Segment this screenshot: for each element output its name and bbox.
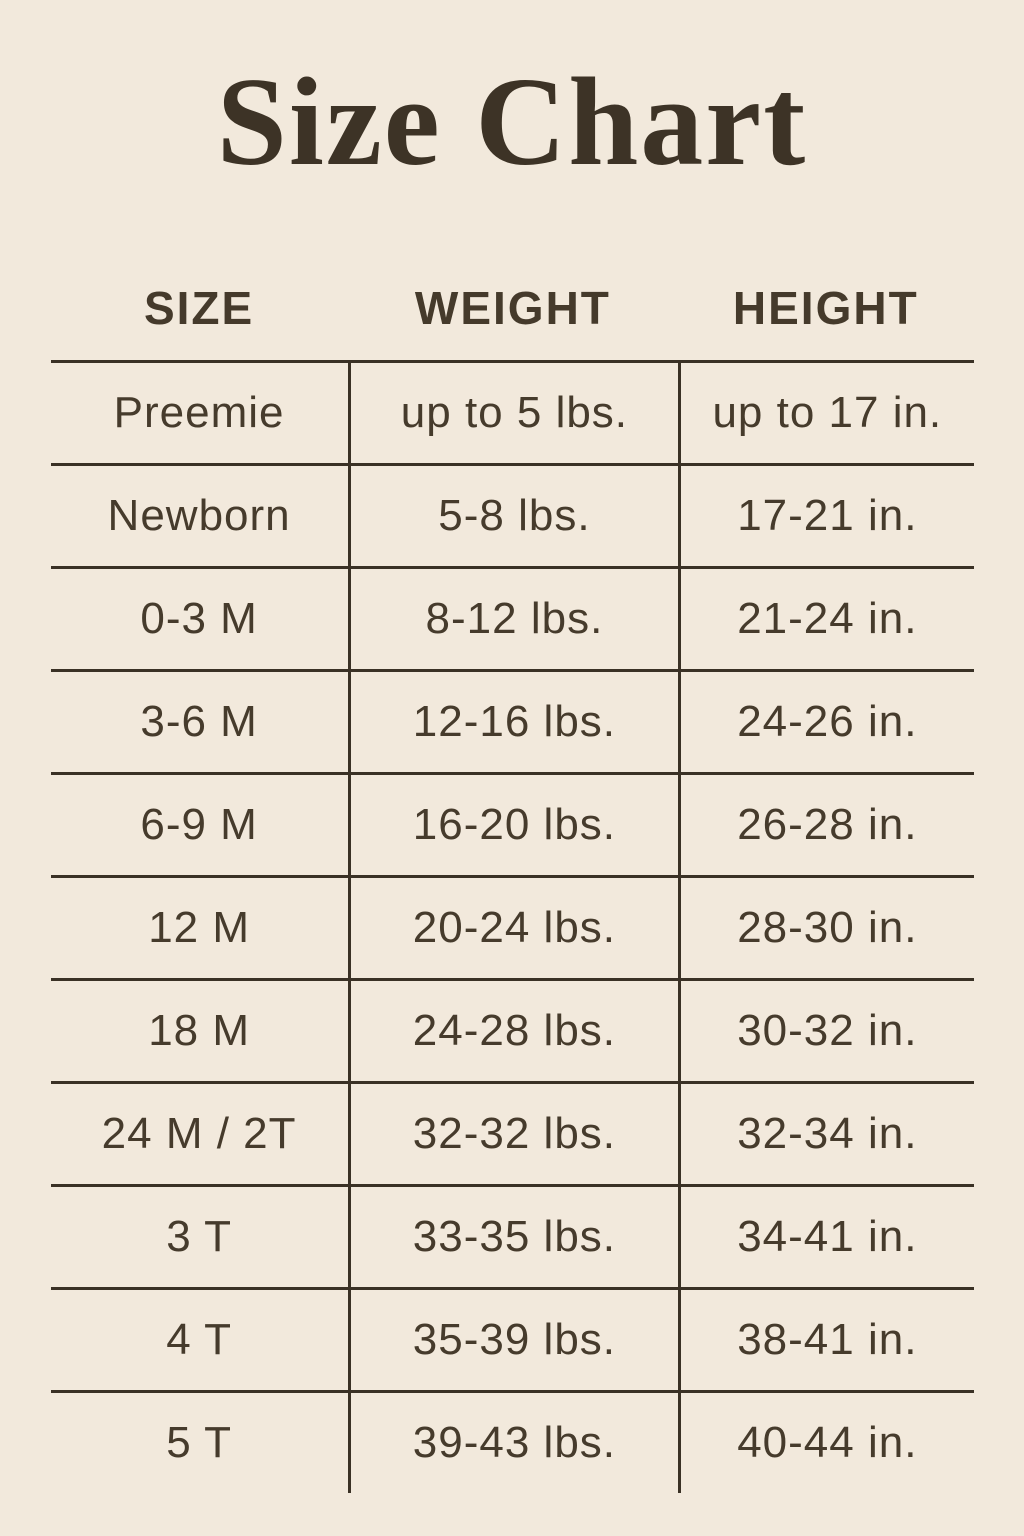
- weight-cell: 35-39 lbs.: [348, 1290, 678, 1390]
- height-cell: 26-28 in.: [678, 775, 973, 875]
- size-cell: 12 M: [148, 903, 251, 953]
- table-row: [51, 978, 974, 1081]
- height-cell: up to 17 in.: [678, 363, 973, 463]
- table-row: [51, 1287, 974, 1390]
- table-header-row: [51, 256, 974, 360]
- table-row: [51, 875, 974, 978]
- weight-cell: 8-12 lbs.: [348, 569, 678, 669]
- table-row: [51, 669, 974, 772]
- size-cell: 6-9 M: [140, 800, 258, 850]
- column-header-weight: WEIGHT: [414, 282, 611, 335]
- weight-cell: 20-24 lbs.: [348, 878, 678, 978]
- table-row: [51, 566, 974, 669]
- weight-cell: 12-16 lbs.: [348, 672, 678, 772]
- size-cell: Preemie: [113, 388, 285, 438]
- size-cell: 24 M / 2T: [101, 1109, 297, 1159]
- height-cell: 34-41 in.: [678, 1187, 973, 1287]
- table-row: [51, 360, 974, 463]
- height-cell: 17-21 in.: [678, 466, 973, 566]
- size-cell: 3 T: [166, 1212, 232, 1262]
- table-row: [51, 1390, 974, 1493]
- size-cell: 5 T: [166, 1418, 232, 1468]
- height-cell: 21-24 in.: [678, 569, 973, 669]
- size-cell: Newborn: [107, 491, 291, 541]
- height-cell: 38-41 in.: [678, 1290, 973, 1390]
- weight-cell: 39-43 lbs.: [348, 1393, 678, 1493]
- height-cell: 30-32 in.: [678, 981, 973, 1081]
- table-row: [51, 1081, 974, 1184]
- weight-cell: 24-28 lbs.: [348, 981, 678, 1081]
- table-row: [51, 772, 974, 875]
- size-cell: 18 M: [148, 1006, 251, 1056]
- height-cell: 32-34 in.: [678, 1084, 973, 1184]
- page-title: Size Chart: [216, 53, 808, 192]
- table-row: [51, 463, 974, 566]
- weight-cell: up to 5 lbs.: [348, 363, 678, 463]
- size-chart-table: [51, 256, 974, 1493]
- height-cell: 28-30 in.: [678, 878, 973, 978]
- size-cell: 3-6 M: [140, 697, 258, 747]
- weight-cell: 32-32 lbs.: [348, 1084, 678, 1184]
- weight-cell: 5-8 lbs.: [348, 466, 678, 566]
- height-cell: 24-26 in.: [678, 672, 973, 772]
- table-body: [51, 360, 974, 1493]
- weight-cell: 16-20 lbs.: [348, 775, 678, 875]
- height-cell: 40-44 in.: [678, 1393, 973, 1493]
- weight-cell: 33-35 lbs.: [348, 1187, 678, 1287]
- column-header-height: HEIGHT: [732, 282, 919, 335]
- table-row: [51, 1184, 974, 1287]
- size-cell: 4 T: [166, 1315, 232, 1365]
- column-header-size: SIZE: [143, 282, 255, 335]
- size-cell: 0-3 M: [140, 594, 258, 644]
